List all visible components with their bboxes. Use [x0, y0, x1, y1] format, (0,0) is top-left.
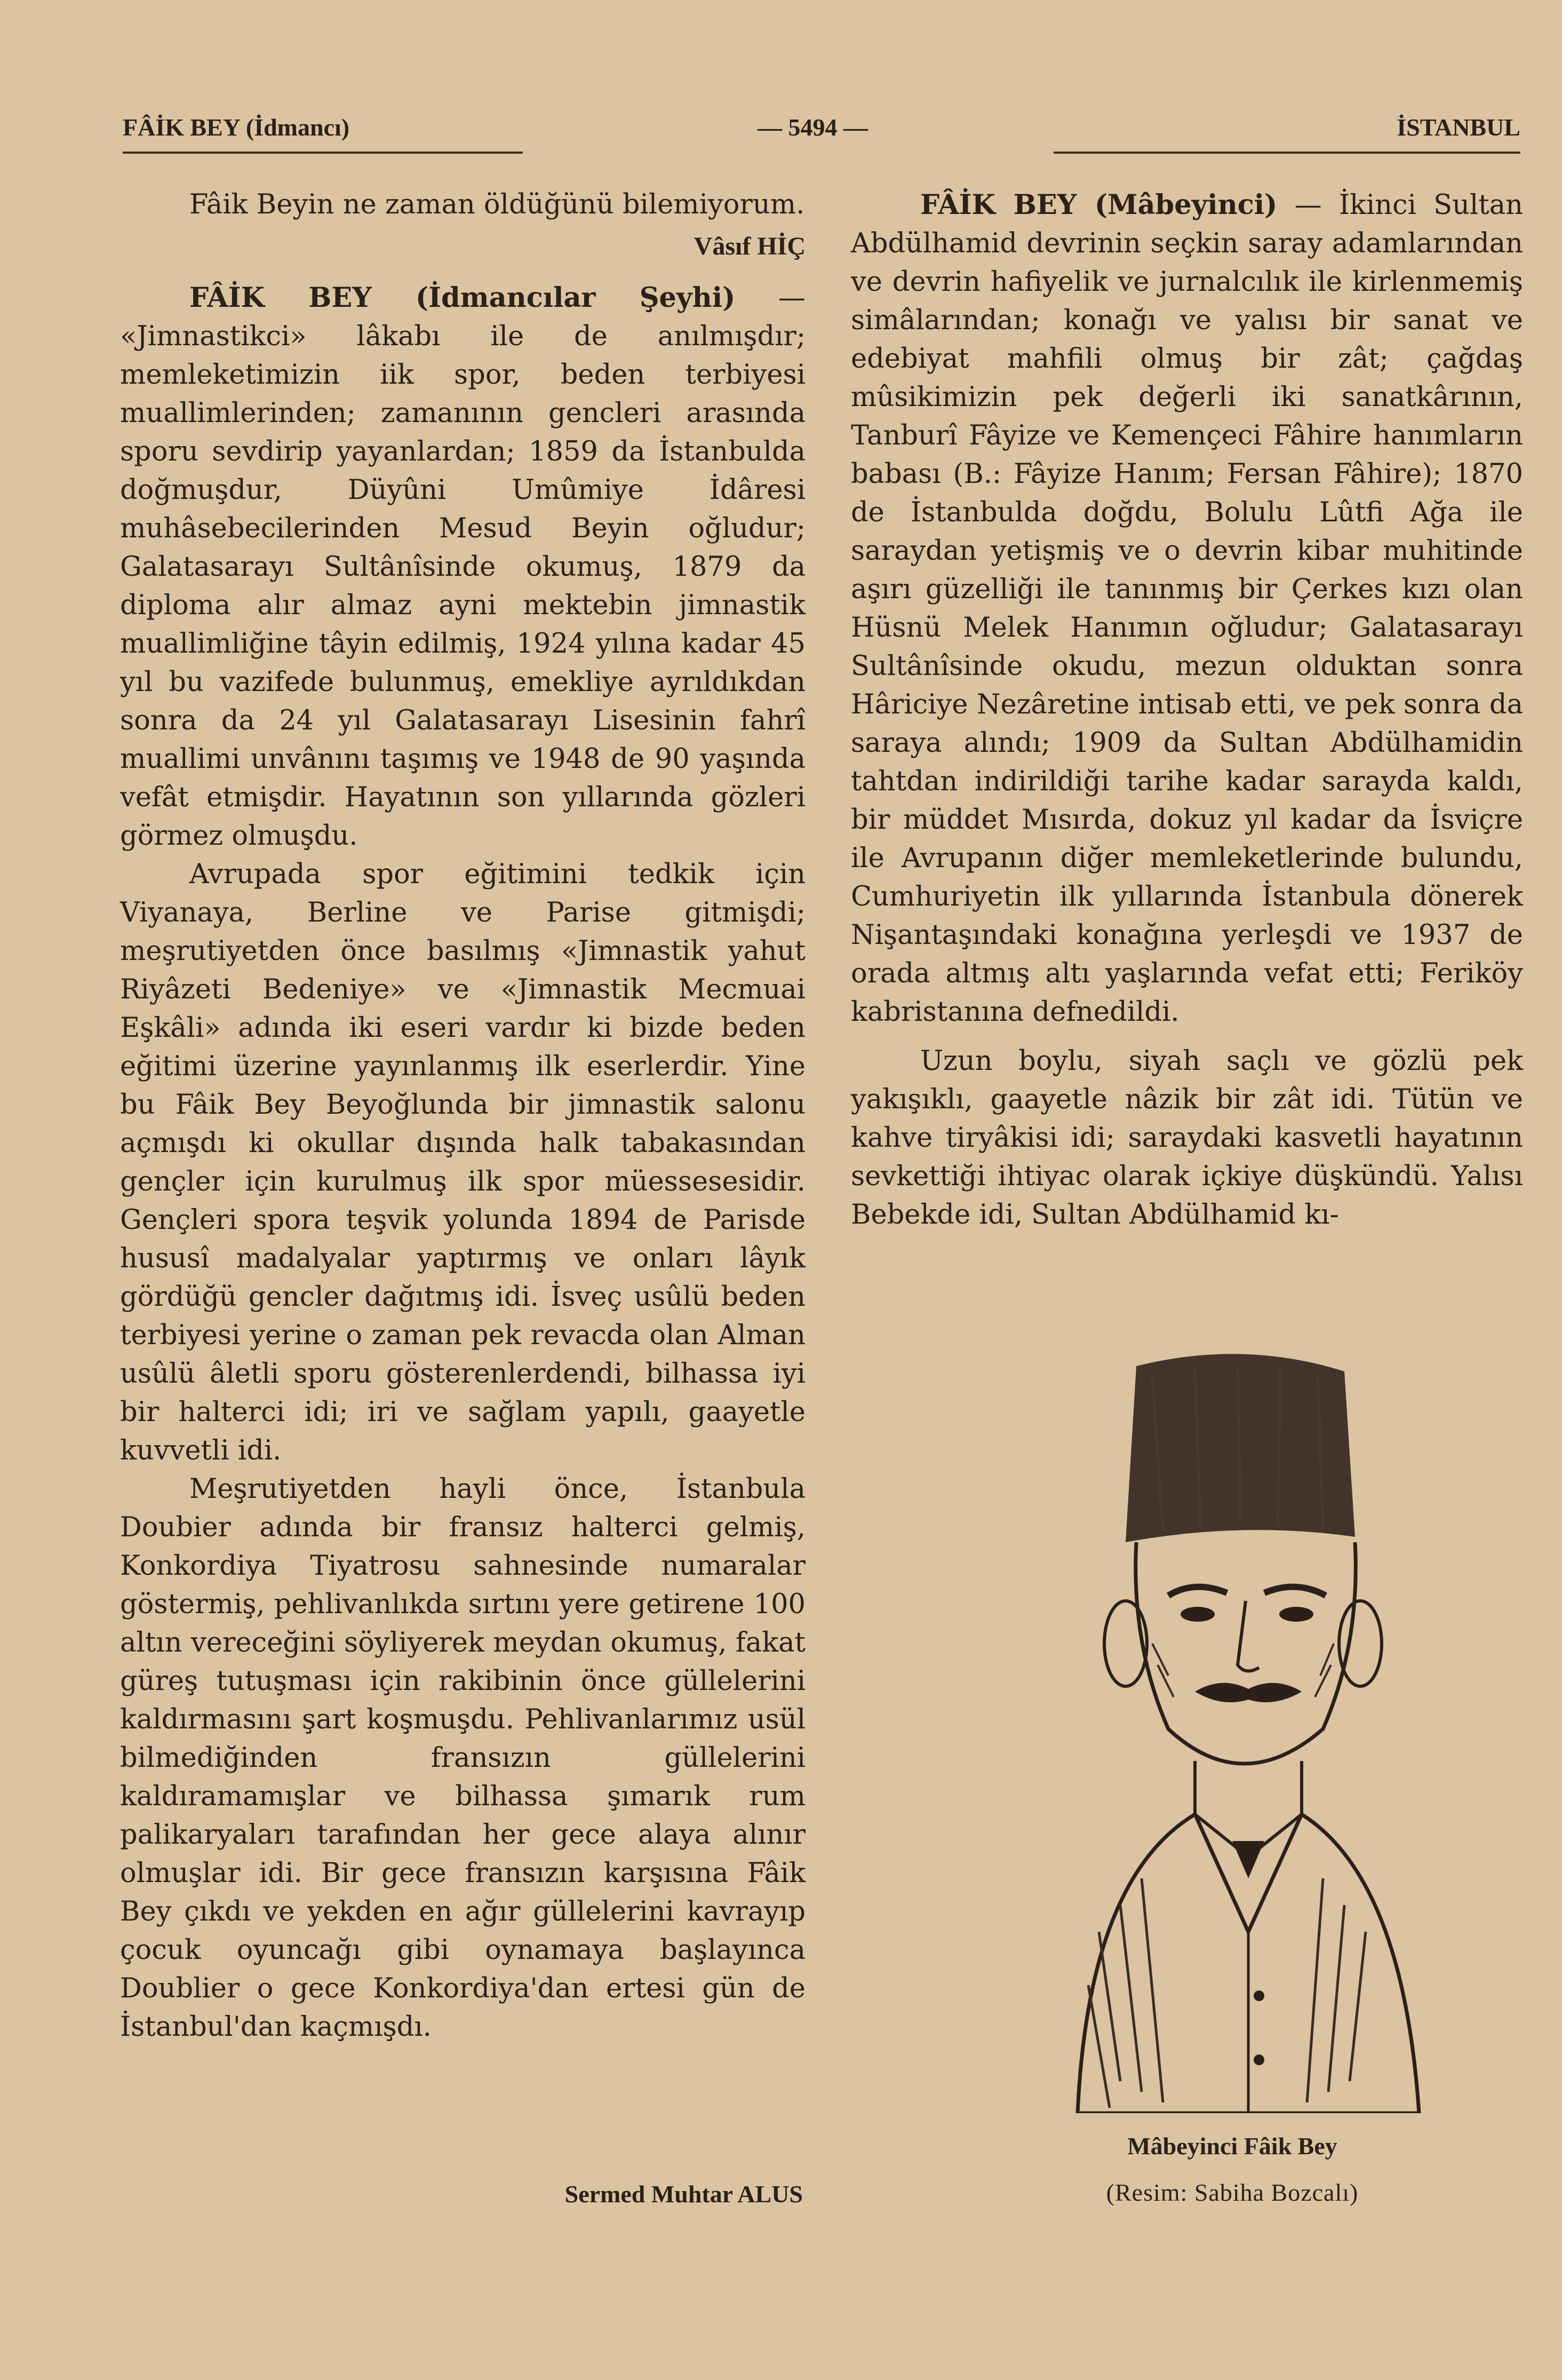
page-number: — 5494 — — [758, 114, 868, 141]
header-rule-left — [123, 152, 523, 154]
paragraph: Meşrutiyetden hayli önce, İstanbula Doubier adında bir fransız halterci gelmiş, Konkordiya Tiyatrosu sahnesinde numaralar göstermiş, pehlivanlıkda sırtını yere getirene 100 altın vereceğini söyliyerek meydan okumuş, fakat güreş tutuşması için rakibinin önce güllelerini kaldırmasını şart koşmuşdu. Pehlivanlarımız usül bilmediğinden fransızın güllelerini kaldıramamışlar ve bilhassa şımarık rum palikaryaları tarafından her gece alaya alınır olmuşlar idi. Bir gece fransızın karşısına Fâik Bey çıkdı ve yekden en ağır güllelerini kavrayıp çocuk oyuncağı gibi oynamaya başlayınca Doublier o gece Konkordiya'dan ertesi gün de İstanbul'dan kaçmışdı. — [120, 1473, 806, 2043]
right-column — [851, 186, 1523, 1234]
portrait-illustration — [1035, 1345, 1451, 2113]
entry-paragraph — [120, 279, 806, 855]
author-signature: Sermed Muhtar ALUS — [564, 2180, 803, 2208]
entry-title: FÂİK BEY (Mâbeyinci) — [920, 189, 1278, 221]
entry-text: — «Jimnastikci» lâkabı ile de anılmışdır; memleketimizin iik spor, beden terbiyesi muallimlerinden; zamanının gencleri arasında sporu sevdirip yayanlardan; 1859 da İstanbulda doğmuşdur, Düyûni Umûmiye İdâresi muhâsebecilerinden Mesud Beyin oğludur; Galatasarayı Sultânîsinde okumuş, 1879 da diploma alır almaz ayni mektebin jimnastik muallimliğine tâyin edilmiş, 1924 yılına kadar 45 yıl bu vazifede bulunmuş, emekliye ayrıldıkdan sonra da 24 yıl Galatasarayı Lisesinin fahrî muallimi unvânını taşımış ve 1948 de 90 yaşında vefât etmişdir. Hayatının son yıllarında gözleri görmez olmuşdu. — [120, 282, 806, 852]
header-rule-right — [1054, 152, 1520, 154]
figure-caption-credit: (Resim: Sabiha Bozcalı) — [1106, 2179, 1359, 2206]
face — [1136, 1542, 1356, 1764]
signature: Vâsıf HİÇ — [694, 232, 806, 260]
entry-title: FÂİK BEY (İdmancılar Şeyhi) — [189, 282, 736, 314]
mustache — [1195, 1683, 1302, 1702]
header-left-title: FÂİK BEY (İdmancı) — [123, 114, 350, 141]
running-header — [123, 113, 1520, 156]
spacer — [851, 1032, 1523, 1042]
paragraph: Uzun boylu, siyah saçlı ve gözlü pek yakışıklı, gaayetle nâzik bir zât idi. Tütün ve kahve tiryâkisi idi; saraydaki kasvetli hayatının sevkettiği ihtiyac olarak içkiye düşkündü. Yalısı Bebekde idi, Sultan Abdülhamid kı- — [851, 1045, 1523, 1231]
entry-text: — İkinci Sultan Abdülhamid devrinin seçkin saray adamlarından ve devrin hafiyelik ve jurnalcılık ile kirlenmemiş simâlarından; konağı ve yalısı bir sanat ve edebiyat mahfili olmuş bir zât; çağdaş mûsikimizin pek değerli iki sanatkârının, Tanburî Fâyize ve Kemençeci Fâhire hanımların babası (B.: Fâyize Hanım; Fersan Fâhire); 1870 de İstanbulda doğdu, Bolulu Lûtfi Ağa ile saraydan yetişmiş ve o devrin kibar muhitinde aşırı güzelliği ile tanınmış bir Çerkes kızı olan Hüsnü Melek Hanımın oğludur; Galatasarayı Sultânîsinde okudu, mezun olduktan sonra Hâriciye Nezâretine intisab etti, ve pek sonra da saraya alındı; 1909 da Sultan Abdülhamidin tahtdan indirildiği tarihe kadar sarayda kaldı, bir müddet Mısırda, dokuz yıl kadar da İsviçre ile Avrupanın diğer memleketlerinde bulundu, Cumhuriyetin ilk yıllarında İstanbula dönerek Nişantaşındaki konağına yerleşdi ve 1937 de orada altmış altı yaşlarında vefat etti; Feriköy kabristanına defnedildi. — [851, 189, 1523, 1028]
paragraph: Fâik Beyin ne zaman öldüğünü bilemiyorum. — [189, 189, 805, 220]
figure-caption-title: Mâbeyinci Fâik Bey — [1127, 2132, 1337, 2160]
header-right-title: İSTANBUL — [1397, 114, 1520, 141]
paragraph: Avrupada spor eğitimini tedkik için Viyanaya, Berline ve Parise gitmişdi; meşrutiyetden önce basılmış «Jimnastik yahut Riyâzeti Bedeniye» ve «Jimnastik Mecmuai Eşkâli» adında iki eseri vardır ki bizde beden eğitimi üzerine yayınlanmış ilk eserlerdir. Yine bu Fâik Bey Beyoğlunda bir jimnastik salonu açmışdı ki okullar dışında halk tabakasından gençler için kurulmuş ilk spor müessesesidir. Gençleri spora teşvik yolunda 1894 de Parisde hususî madalyalar yaptırmış ve onları lâyık gördüğü gencler dağıtmış idi. İsveç usûlü beden terbiyesi yerine o zaman pek revacda olan Alman usûlü âletli sporu gösterenlerdendi, bilhassa iyi bir halterci idi; iri ve sağlam yapılı, gaayetle kuvvetli idi. — [120, 859, 806, 1466]
entry-paragraph — [851, 186, 1523, 1032]
left-column — [120, 186, 806, 2046]
